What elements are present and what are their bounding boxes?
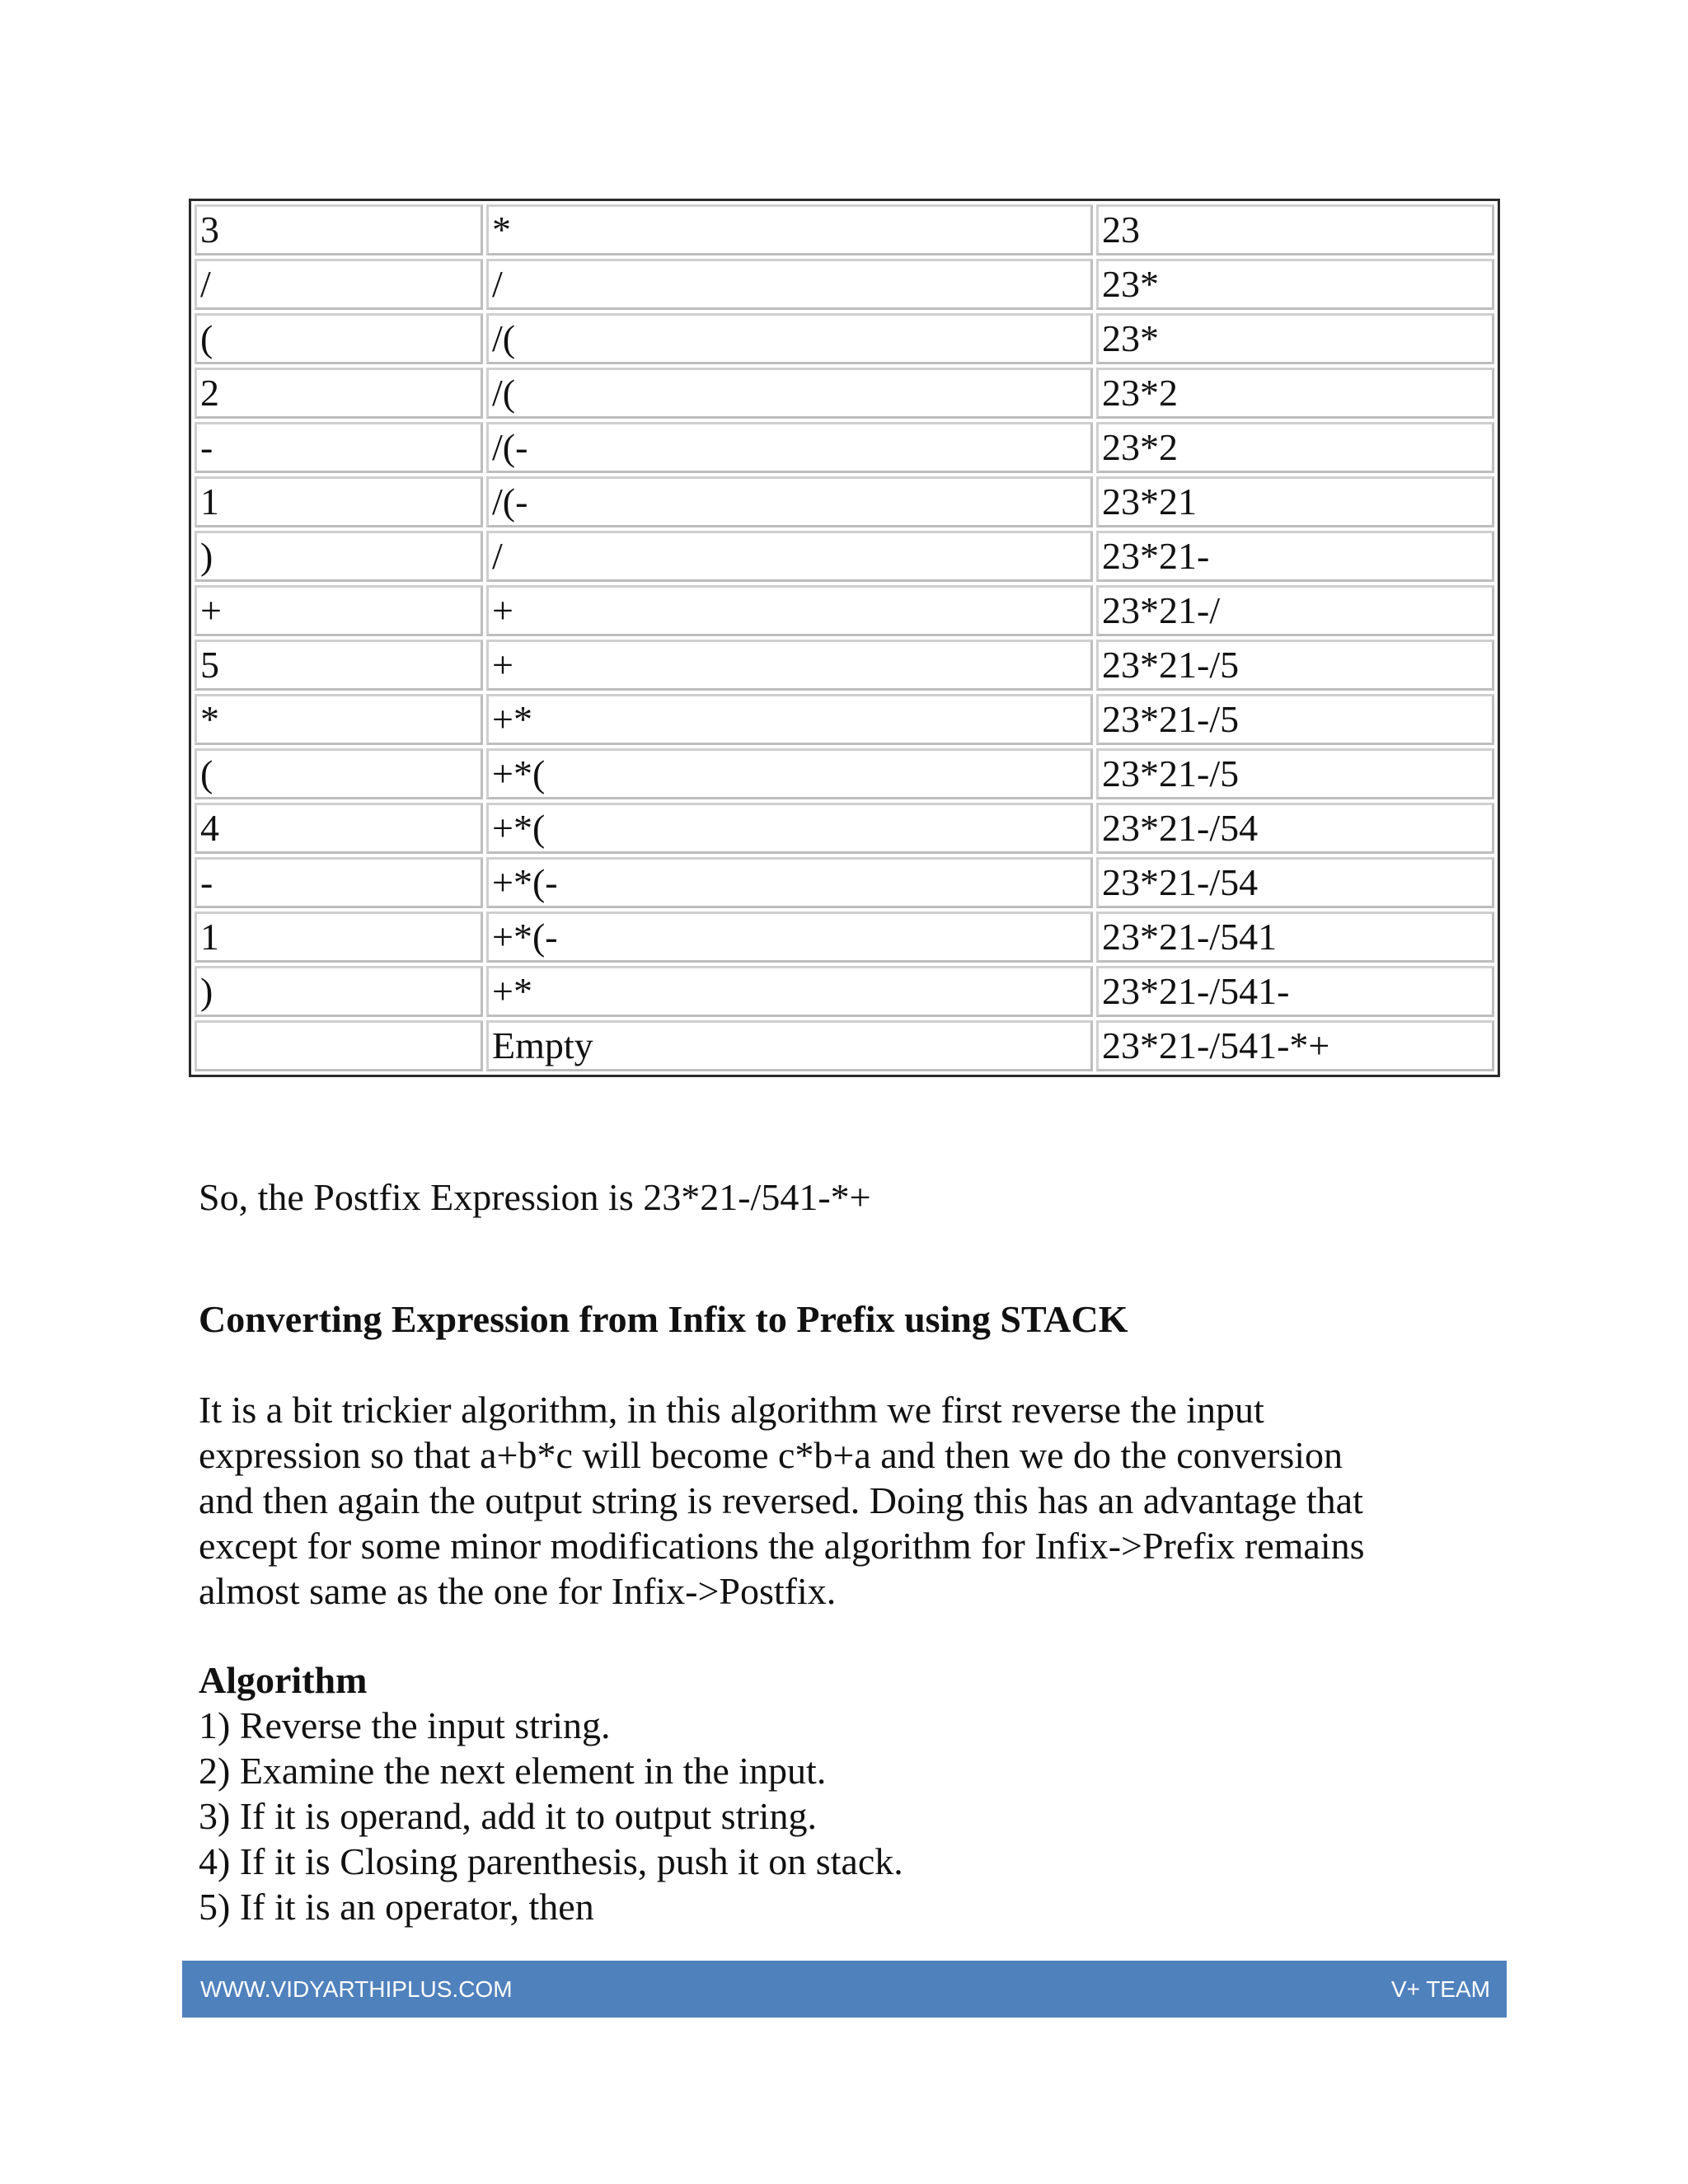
paragraph-line: It is a bit trickier algorithm, in this algorithm we first reverse the input <box>199 1389 1264 1431</box>
paragraph-line: almost same as the one for Infix->Postfix. <box>199 1570 837 1612</box>
table-cell-stack: + <box>486 585 1093 636</box>
table-cell-input: + <box>195 585 483 636</box>
table-body <box>195 204 1494 1071</box>
table-row <box>195 966 1494 1017</box>
section-heading: Converting Expression from Infix to Prefix using STACK <box>199 1298 1128 1340</box>
paragraph-line: expression so that a+b*c will become c*b+a and then we do the conversion <box>199 1434 1343 1476</box>
table-row <box>195 313 1494 364</box>
table-cell-stack: +*(- <box>486 912 1093 963</box>
table-cell-output: 23*21-/5 <box>1096 694 1494 745</box>
table-cell-output: 23*21-/541- <box>1096 966 1494 1017</box>
table-cell-input: 5 <box>195 640 483 691</box>
table-row <box>195 857 1494 908</box>
paragraph-line: and then again the output string is reversed. Doing this has an advantage that <box>199 1479 1363 1521</box>
table-row <box>195 803 1494 854</box>
table-cell-input: 3 <box>195 204 483 255</box>
table-cell-input <box>195 1020 483 1071</box>
table-cell-output: 23*21-/ <box>1096 585 1494 636</box>
table-cell-output: 23*21-/5 <box>1096 640 1494 691</box>
table-cell-output: 23*21-/54 <box>1096 857 1494 908</box>
table-cell-output: 23*21 <box>1096 476 1494 527</box>
table-cell-stack: * <box>486 204 1093 255</box>
table-cell-output: 23*21-/5 <box>1096 748 1494 799</box>
table-cell-input: ( <box>195 748 483 799</box>
table-cell-stack: / <box>486 531 1093 582</box>
table-cell-output: 23*2 <box>1096 368 1494 419</box>
table-row <box>195 694 1494 745</box>
table-cell-input: 4 <box>195 803 483 854</box>
table-row <box>195 912 1494 963</box>
table-cell-stack: /( <box>486 368 1093 419</box>
table-cell-input: ) <box>195 966 483 1017</box>
footer-team-label: V+ TEAM <box>1390 1976 1490 2002</box>
table-row <box>195 748 1494 799</box>
table-row <box>195 640 1494 691</box>
algorithm-step: 3) If it is operand, add it to output string. <box>199 1795 817 1837</box>
table-cell-input: ) <box>195 531 483 582</box>
table-cell-stack: /( <box>486 313 1093 364</box>
table-cell-input: 2 <box>195 368 483 419</box>
table-cell-input: * <box>195 694 483 745</box>
table-cell-output: 23* <box>1096 259 1494 310</box>
table-row <box>195 204 1494 255</box>
table-cell-output: 23*21- <box>1096 531 1494 582</box>
table-row <box>195 259 1494 310</box>
footer-bar <box>182 1961 1507 2018</box>
table-cell-stack: +* <box>486 966 1093 1017</box>
table-row <box>195 422 1494 473</box>
table-cell-stack: / <box>486 259 1093 310</box>
table-cell-input: - <box>195 422 483 473</box>
intro-paragraph <box>199 1387 1501 1614</box>
postfix-result: So, the Postfix Expression is 23*21-/541-*+ <box>199 1176 871 1218</box>
table-cell-output: 23*21-/541 <box>1096 912 1494 963</box>
conversion-table <box>189 199 1500 1077</box>
algorithm-step: 5) If it is an operator, then <box>199 1886 594 1928</box>
table-row <box>195 1020 1494 1071</box>
algorithm-step: 4) If it is Closing parenthesis, push it on stack. <box>199 1840 903 1882</box>
table-cell-output: 23* <box>1096 313 1494 364</box>
algorithm-step: 2) Examine the next element in the input. <box>199 1750 827 1792</box>
table-cell-stack: + <box>486 640 1093 691</box>
table-row <box>195 476 1494 527</box>
footer-website-link[interactable]: WWW.VIDYARTHIPLUS.COM <box>200 1976 513 2002</box>
table-cell-input: 1 <box>195 476 483 527</box>
table-cell-stack: /(- <box>486 422 1093 473</box>
table-cell-output: 23*21-/54 <box>1096 803 1494 854</box>
paragraph-line: except for some minor modifications the algorithm for Infix->Prefix remains <box>199 1525 1365 1567</box>
table-cell-stack: +* <box>486 694 1093 745</box>
table-cell-stack: +*( <box>486 803 1093 854</box>
table-row <box>195 531 1494 582</box>
table-cell-stack: +*( <box>486 748 1093 799</box>
table-cell-input: 1 <box>195 912 483 963</box>
table-cell-stack: +*(- <box>486 857 1093 908</box>
table-cell-input: - <box>195 857 483 908</box>
table-cell-stack: /(- <box>486 476 1093 527</box>
algorithm-title: Algorithm <box>199 1659 368 1701</box>
table-row <box>195 368 1494 419</box>
table-row <box>195 585 1494 636</box>
table-cell-output: 23*2 <box>1096 422 1494 473</box>
table-cell-output: 23 <box>1096 204 1494 255</box>
table-cell-stack: Empty <box>486 1020 1093 1071</box>
table-cell-input: ( <box>195 313 483 364</box>
algorithm-steps <box>199 1703 903 1929</box>
algorithm-step: 1) Reverse the input string. <box>199 1704 611 1746</box>
table-cell-input: / <box>195 259 483 310</box>
table-cell-output: 23*21-/541-*+ <box>1096 1020 1494 1071</box>
